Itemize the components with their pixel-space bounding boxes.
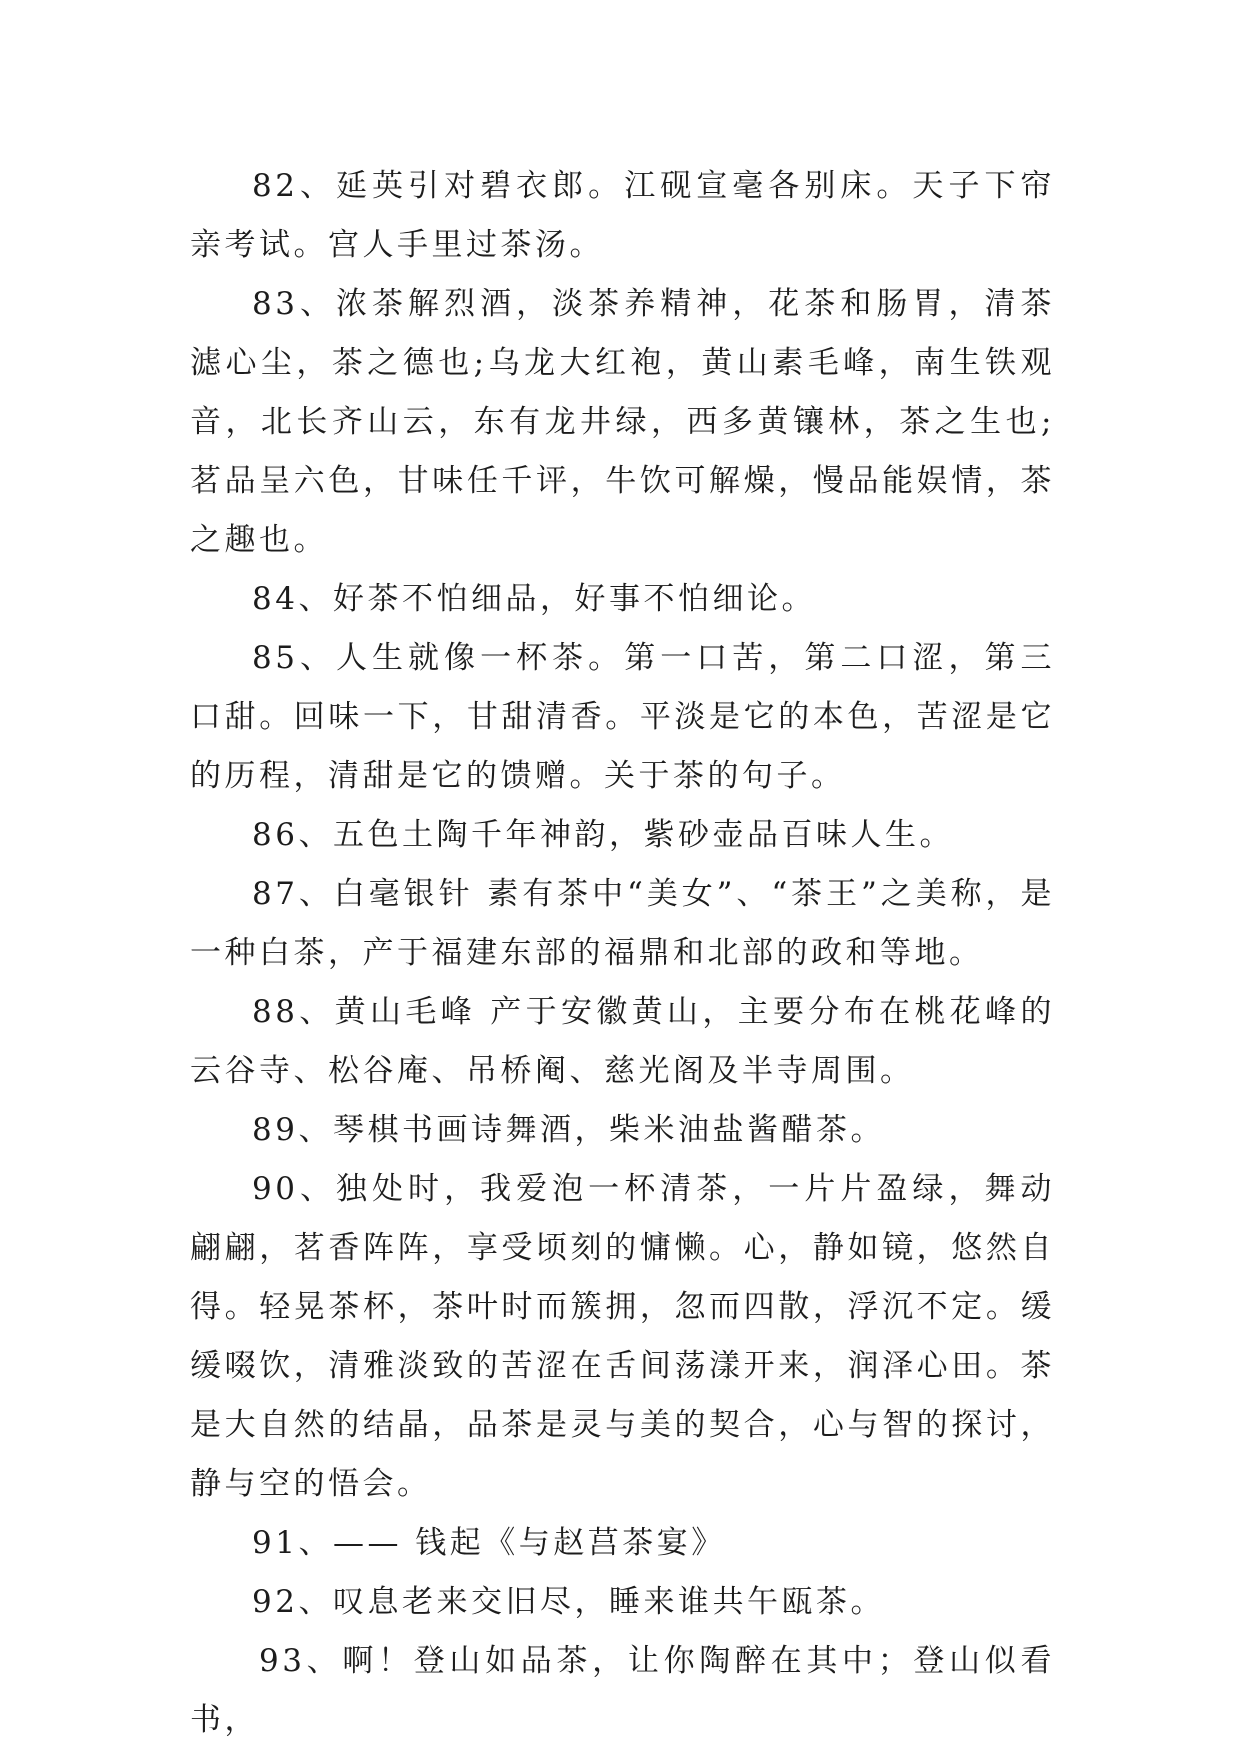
- paragraph-83: 83、浓茶解烈酒，淡茶养精神，花茶和肠胃，清茶滤心尘，茶之德也;乌龙大红袍，黄山素毛峰，南生铁观音，北长齐山云，东有龙井绿，西多黄镶林，茶之生也;茗品呈六色，甘味任千评，牛饮可解燥，慢品能娱情，茶之趣也。: [190, 286, 1055, 558]
- paragraph-93: 93、啊！登山如品茶，让你陶醉在其中；登山似看书，: [190, 1643, 1055, 1738]
- paragraph-85: 85、人生就像一杯茶。第一口苦，第二口涩，第三口甜。回味一下，甘甜清香。平淡是它的本色，苦涩是它的历程，清甜是它的馈赠。关于茶的句子。: [190, 640, 1055, 794]
- paragraph-86: 86、五色土陶千年神韵，紫砂壶品百味人生。: [252, 817, 954, 853]
- paragraph-87: 87、白毫银针 素有茶中“美女”、“茶王”之美称，是一种白茶，产于福建东部的福鼎和北部的政和等地。: [190, 876, 1055, 971]
- paragraph-92: 92、叹息老来交旧尽，睡来谁共午瓯茶。: [252, 1584, 885, 1620]
- paragraph-91: 91、—— 钱起《与赵莒茶宴》: [252, 1525, 726, 1561]
- paragraph-88: 88、黄山毛峰 产于安徽黄山，主要分布在桃花峰的云谷寺、松谷庵、吊桥阉、慈光阁及半寺周围。: [190, 994, 1055, 1089]
- document-body: [190, 157, 1055, 1750]
- paragraph-84: 84、好茶不怕细品，好事不怕细论。: [252, 581, 816, 617]
- paragraph-90: 90、独处时，我爱泡一杯清茶，一片片盈绿，舞动翩翩，茗香阵阵，享受顷刻的慵懒。心，静如镜，悠然自得。轻晃茶杯，茶叶时而簇拥，忽而四散，浮沉不定。缓缓啜饮，清雅淡致的苦涩在舌间荡漾开来，润泽心田。茶是大自然的结晶，品茶是灵与美的契合，心与智的探讨，静与空的悟会。: [190, 1171, 1055, 1502]
- paragraph-89: 89、琴棋书画诗舞酒，柴米油盐酱醋茶。: [252, 1112, 885, 1148]
- paragraph-82: 82、延英引对碧衣郎。江砚宣毫各别床。天子下帘亲考试。宫人手里过茶汤。: [190, 168, 1055, 263]
